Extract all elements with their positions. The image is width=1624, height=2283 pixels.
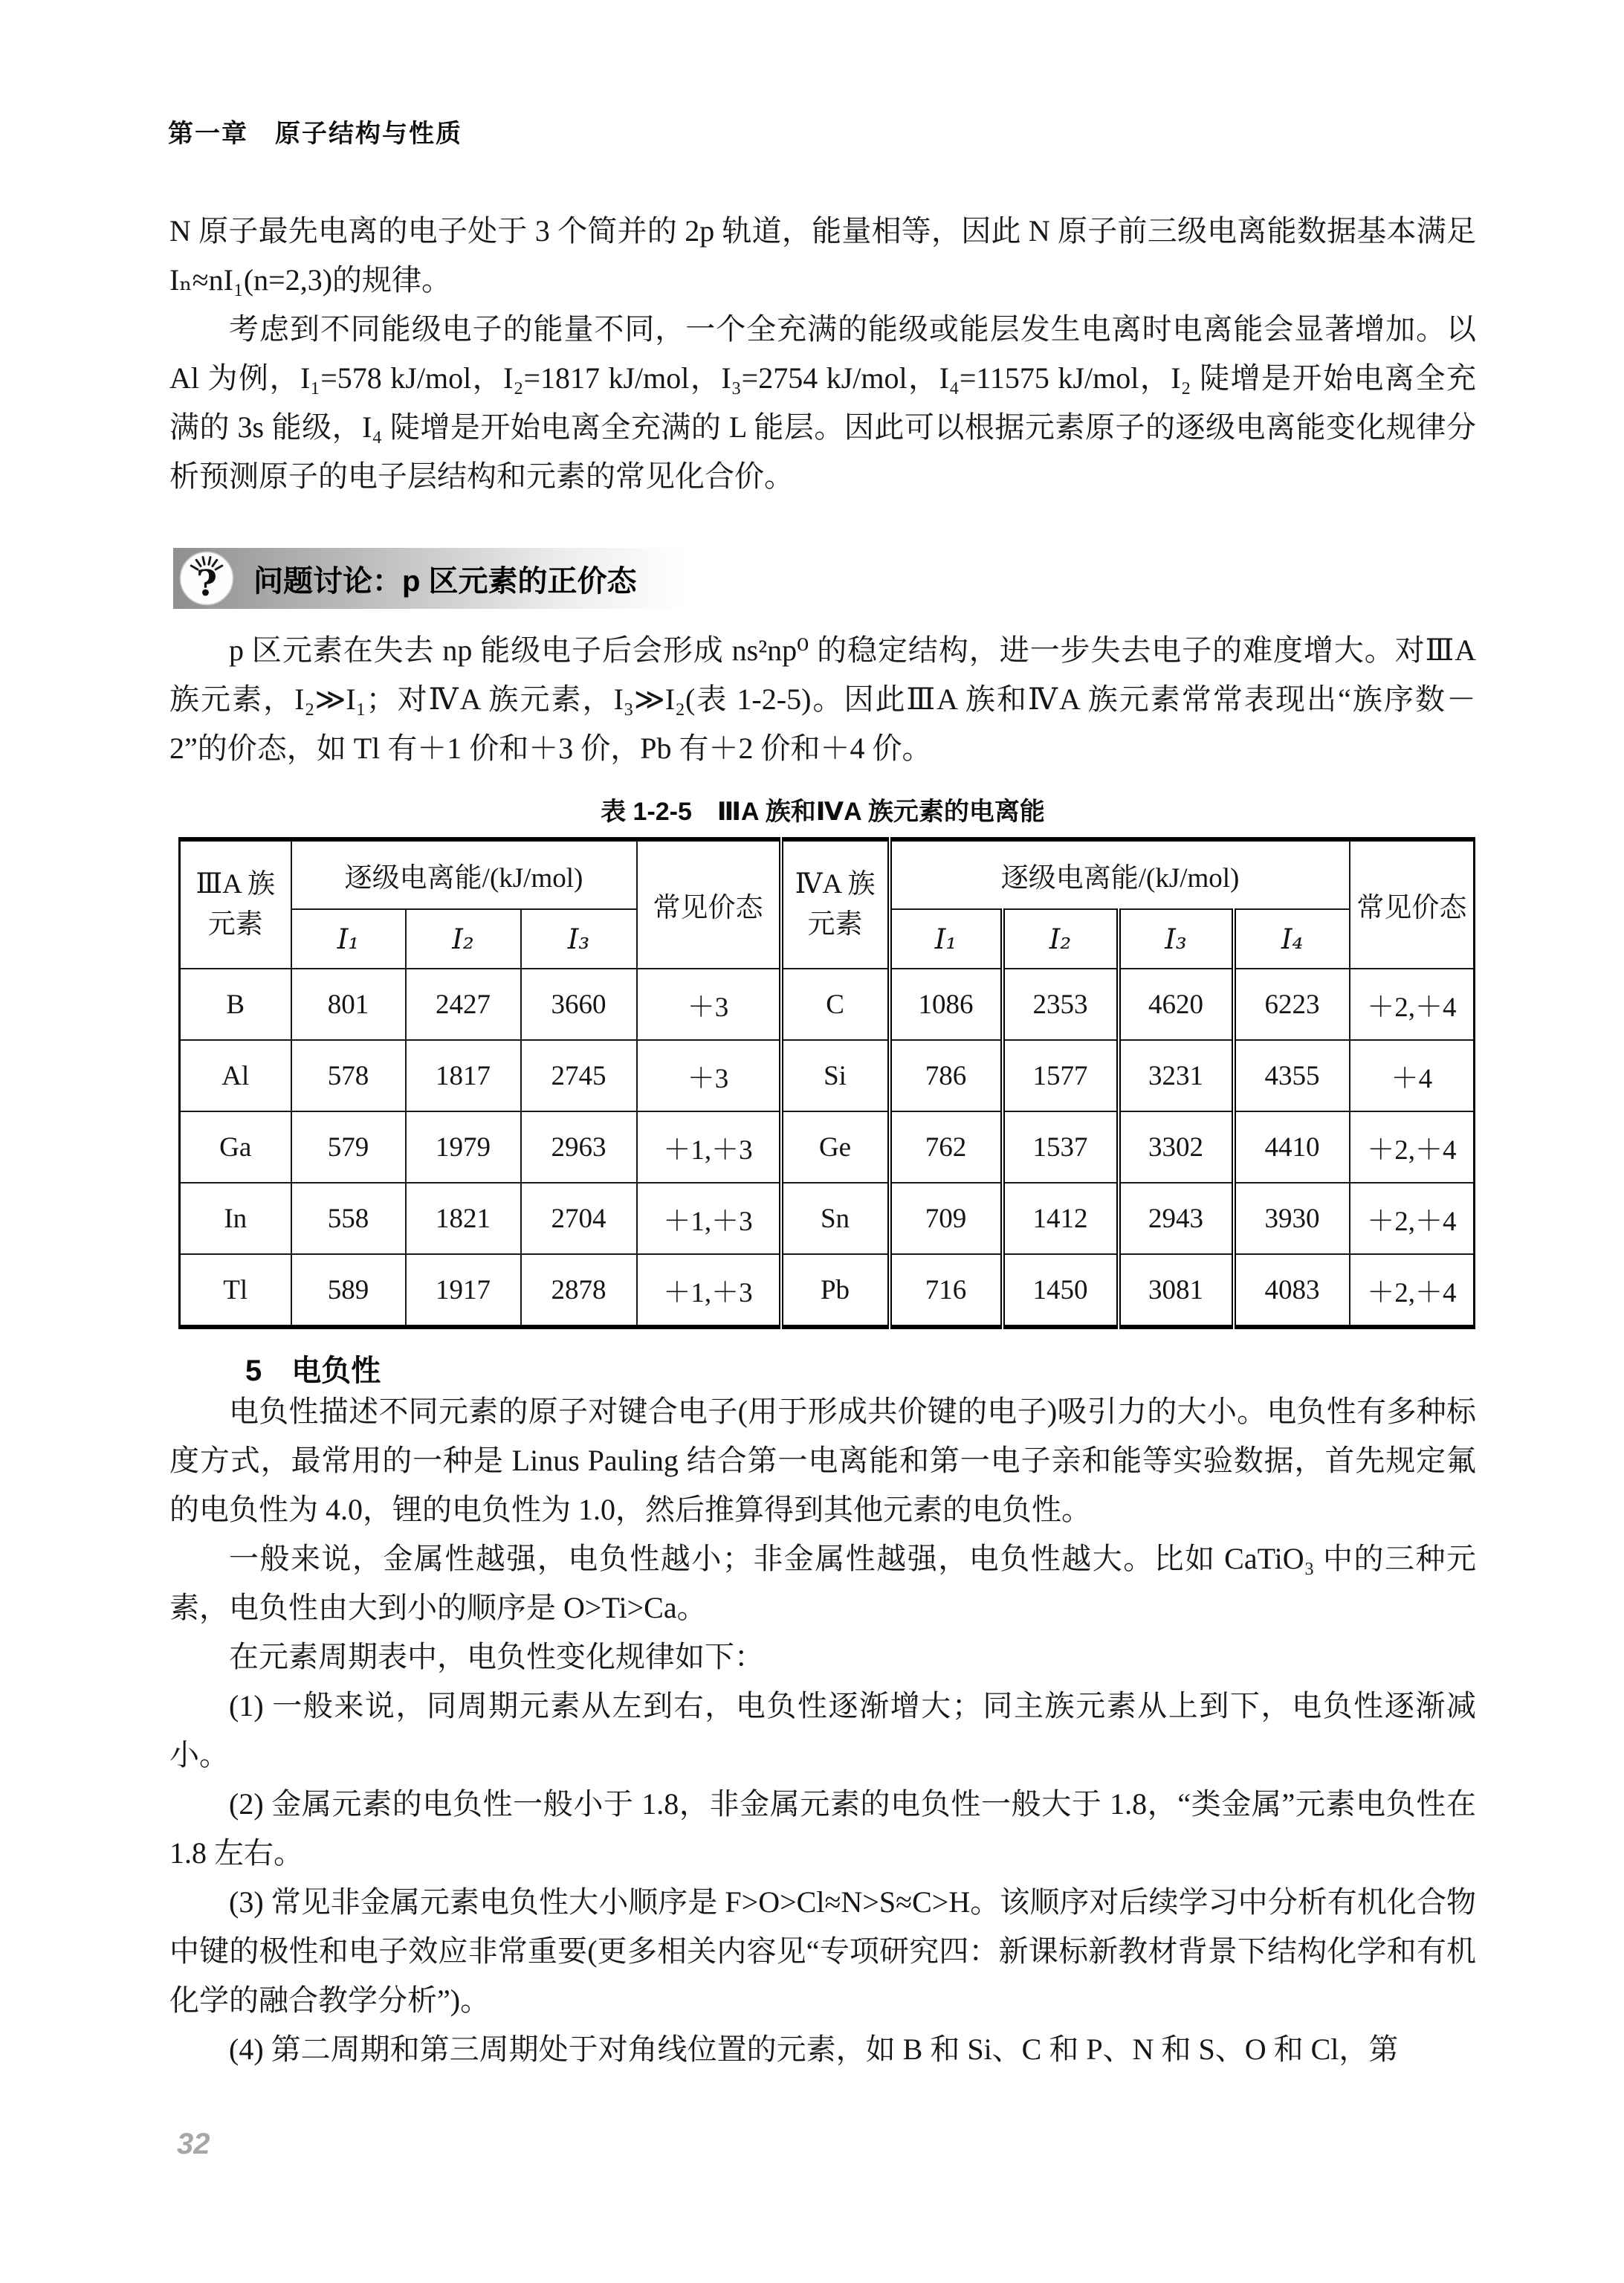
paragraph-metallic-trend: 一般来说，金属性越强，电负性越小；非金属性越强，电负性越大。比如 CaTiO₃ 中的三种元素，电负性由大到小的顺序是 O>Ti>Ca。: [169, 1542, 1476, 1624]
table-cell: 2745: [521, 1040, 637, 1111]
paragraph-aluminum-example: 考虑到不同能级电子的能量不同，一个全充满的能级或能层发生电离时电离能会显著增加。以 Al 为例，I₁=578 kJ/mol，I₂=1817 kJ/mol，I₃=2754 kJ/mol，I₄=11575 kJ/mol，I₂ 陡增是开始电离全充满的 3s 能级，I₄ 陡增是开始电离全充满的 L 能层。因此可以根据元素原子的逐级电离能变化规律分析预测原子的电子层结构和元素的常见化合价。: [169, 312, 1476, 493]
table-cell: 589: [291, 1254, 406, 1327]
table-cell: 3660: [521, 969, 637, 1040]
section-heading-electronegativity: 5 电负性: [245, 1354, 381, 1387]
chapter-header: 第一章 原子结构与性质: [168, 120, 462, 148]
header-group3-line2: 元素: [207, 909, 263, 940]
element-cell: B: [180, 969, 291, 1040]
paragraph-nitrogen-ionization: N 原子最先电离的电子处于 3 个简并的 2p 轨道，能量相等，因此 N 原子前三级电离能数据基本满足 Iₙ≈nI₁(n=2,3)的规律。: [169, 214, 1476, 297]
header-i2-group4: I₂: [1003, 909, 1119, 969]
table-cell: 801: [291, 969, 406, 1040]
table-cell: 2353: [1003, 969, 1119, 1040]
table-cell: 1450: [1003, 1254, 1119, 1327]
table-cell: 786: [890, 1040, 1003, 1111]
table-row: [180, 1183, 1475, 1254]
valence-cell: ＋1,＋3: [637, 1254, 781, 1327]
table-cell: 6223: [1234, 969, 1350, 1040]
element-cell: In: [180, 1183, 291, 1254]
table-cell: 3081: [1119, 1254, 1234, 1327]
table-row: [180, 1111, 1475, 1183]
ionization-energy-table: [178, 837, 1475, 1329]
table-cell: 2878: [521, 1254, 637, 1327]
table-row: [180, 1040, 1475, 1111]
element-cell: Sn: [781, 1183, 890, 1254]
header-group4-line2: 元素: [807, 909, 863, 940]
table-cell: 1821: [406, 1183, 521, 1254]
valence-cell: ＋2,＋4: [1350, 1254, 1475, 1327]
header-group3-element: [180, 839, 291, 969]
paragraph-periodic-table-intro: 在元素周期表中，电负性变化规律如下：: [229, 1640, 764, 1673]
paragraph-rule-3: (3) 常见非金属元素电负性大小顺序是 F>O>Cl≈N>S≈C>H。该顺序对后续学习中分析有机化合物中键的极性和电子效应非常重要(更多相关内容见“专项研究四：新课标新教材背景下结构化学和有机化学的融合教学分析”)。: [169, 1885, 1476, 2017]
table-cell: 762: [890, 1111, 1003, 1183]
svg-text:?: ?: [195, 563, 218, 604]
header-i3-group4: I₃: [1119, 909, 1234, 969]
header-i2-group3: I₂: [406, 909, 521, 969]
page-number: 32: [177, 2128, 210, 2160]
paragraph-electronegativity-definition: 电负性描述不同元素的原子对键合电子(用于形成共价键的电子)吸引力的大小。电负性有多种标度方式，最常用的一种是 Linus Pauling 结合第一电离能和第一电子亲和能等实验数据，首先规定氟的电负性为 4.0，锂的电负性为 1.0，然后推算得到其他元素的电负性。: [169, 1395, 1476, 1526]
ionization-table-container: [178, 837, 1475, 1329]
table-cell: 1537: [1003, 1111, 1119, 1183]
paragraph-p-block-valence: p 区元素在失去 np 能级电子后会形成 ns²np⁰ 的稳定结构，进一步失去电子的难度增大。对ⅢA 族元素，I₂≫I₁；对ⅣA 族元素，I₃≫I₂(表 1-2-5)。因此ⅢA 族和ⅣA 族元素常常表现出“族序数－2”的价态，如 Tl 有＋1 价和＋3 价，Pb 有＋2 价和＋4 价。: [169, 633, 1476, 765]
table-caption: 表 1-2-5 ⅢA 族和ⅣA 族元素的电离能: [601, 798, 1045, 826]
table-cell: 579: [291, 1111, 406, 1183]
table-cell: 3930: [1234, 1183, 1350, 1254]
table-cell: 1979: [406, 1111, 521, 1183]
element-cell: C: [781, 969, 890, 1040]
element-cell: Si: [781, 1040, 890, 1111]
table-cell: 4620: [1119, 969, 1234, 1040]
table-row: [180, 969, 1475, 1040]
element-cell: Tl: [180, 1254, 291, 1327]
table-cell: 558: [291, 1183, 406, 1254]
valence-cell: ＋2,＋4: [1350, 969, 1475, 1040]
table-cell: 4410: [1234, 1111, 1350, 1183]
element-cell: Pb: [781, 1254, 890, 1327]
table-cell: 2427: [406, 969, 521, 1040]
paragraph-rule-2: (2) 金属元素的电负性一般小于 1.8，非金属元素的电负性一般大于 1.8，“类金属”元素电负性在 1.8 左右。: [169, 1787, 1476, 1870]
element-cell: Ga: [180, 1111, 291, 1183]
table-cell: 2943: [1119, 1183, 1234, 1254]
table-cell: 1086: [890, 969, 1003, 1040]
valence-cell: ＋3: [637, 1040, 781, 1111]
table-cell: 4355: [1234, 1040, 1350, 1111]
header-row-1: [180, 839, 1475, 909]
header-ionization-group3: 逐级电离能/(kJ/mol): [291, 839, 637, 909]
valence-cell: ＋2,＋4: [1350, 1111, 1475, 1183]
valence-cell: ＋1,＋3: [637, 1183, 781, 1254]
paragraph-rule-1: (1) 一般来说，同周期元素从左到右，电负性逐渐增大；同主族元素从上到下，电负性逐渐减小。: [169, 1689, 1476, 1772]
paragraph-rule-4: (4) 第二周期和第三周期处于对角线位置的元素，如 B 和 Si、C 和 P、N 和 S、O 和 Cl，第: [229, 2032, 1399, 2066]
valence-cell: ＋1,＋3: [637, 1111, 781, 1183]
table-cell: 709: [890, 1183, 1003, 1254]
table-cell: 716: [890, 1254, 1003, 1327]
table-cell: 1817: [406, 1040, 521, 1111]
table-cell: 1577: [1003, 1040, 1119, 1111]
valence-cell: ＋3: [637, 969, 781, 1040]
header-ionization-group4: 逐级电离能/(kJ/mol): [890, 839, 1350, 909]
table-cell: 1917: [406, 1254, 521, 1327]
table-cell: 3302: [1119, 1111, 1234, 1183]
element-cell: Ge: [781, 1111, 890, 1183]
valence-cell: ＋2,＋4: [1350, 1183, 1475, 1254]
valence-cell: ＋4: [1350, 1040, 1475, 1111]
header-group4-line1: ⅣA 族: [795, 869, 876, 900]
table-cell: 2704: [521, 1183, 637, 1254]
header-i1-group3: I₁: [291, 909, 406, 969]
discussion-title: 问题讨论：p 区元素的正价态: [253, 564, 637, 598]
table-cell: 1412: [1003, 1183, 1119, 1254]
header-valence-group4: 常见价态: [1350, 839, 1475, 969]
header-group3-line1: ⅢA 族: [195, 869, 276, 900]
table-cell: 2963: [521, 1111, 637, 1183]
table-cell: 3231: [1119, 1040, 1234, 1111]
table-cell: 578: [291, 1040, 406, 1111]
header-group4-element: [781, 839, 890, 969]
discussion-banner: [173, 548, 708, 609]
table-row: [180, 1254, 1475, 1327]
question-icon: [179, 551, 234, 606]
header-i3-group3: I₃: [521, 909, 637, 969]
electronegativity-section: [169, 1387, 1476, 2074]
element-cell: Al: [180, 1040, 291, 1111]
table-cell: 4083: [1234, 1254, 1350, 1327]
header-i4-group4: I₄: [1234, 909, 1350, 969]
header-valence-group3: 常见价态: [637, 839, 781, 969]
header-i1-group4: I₁: [890, 909, 1003, 969]
